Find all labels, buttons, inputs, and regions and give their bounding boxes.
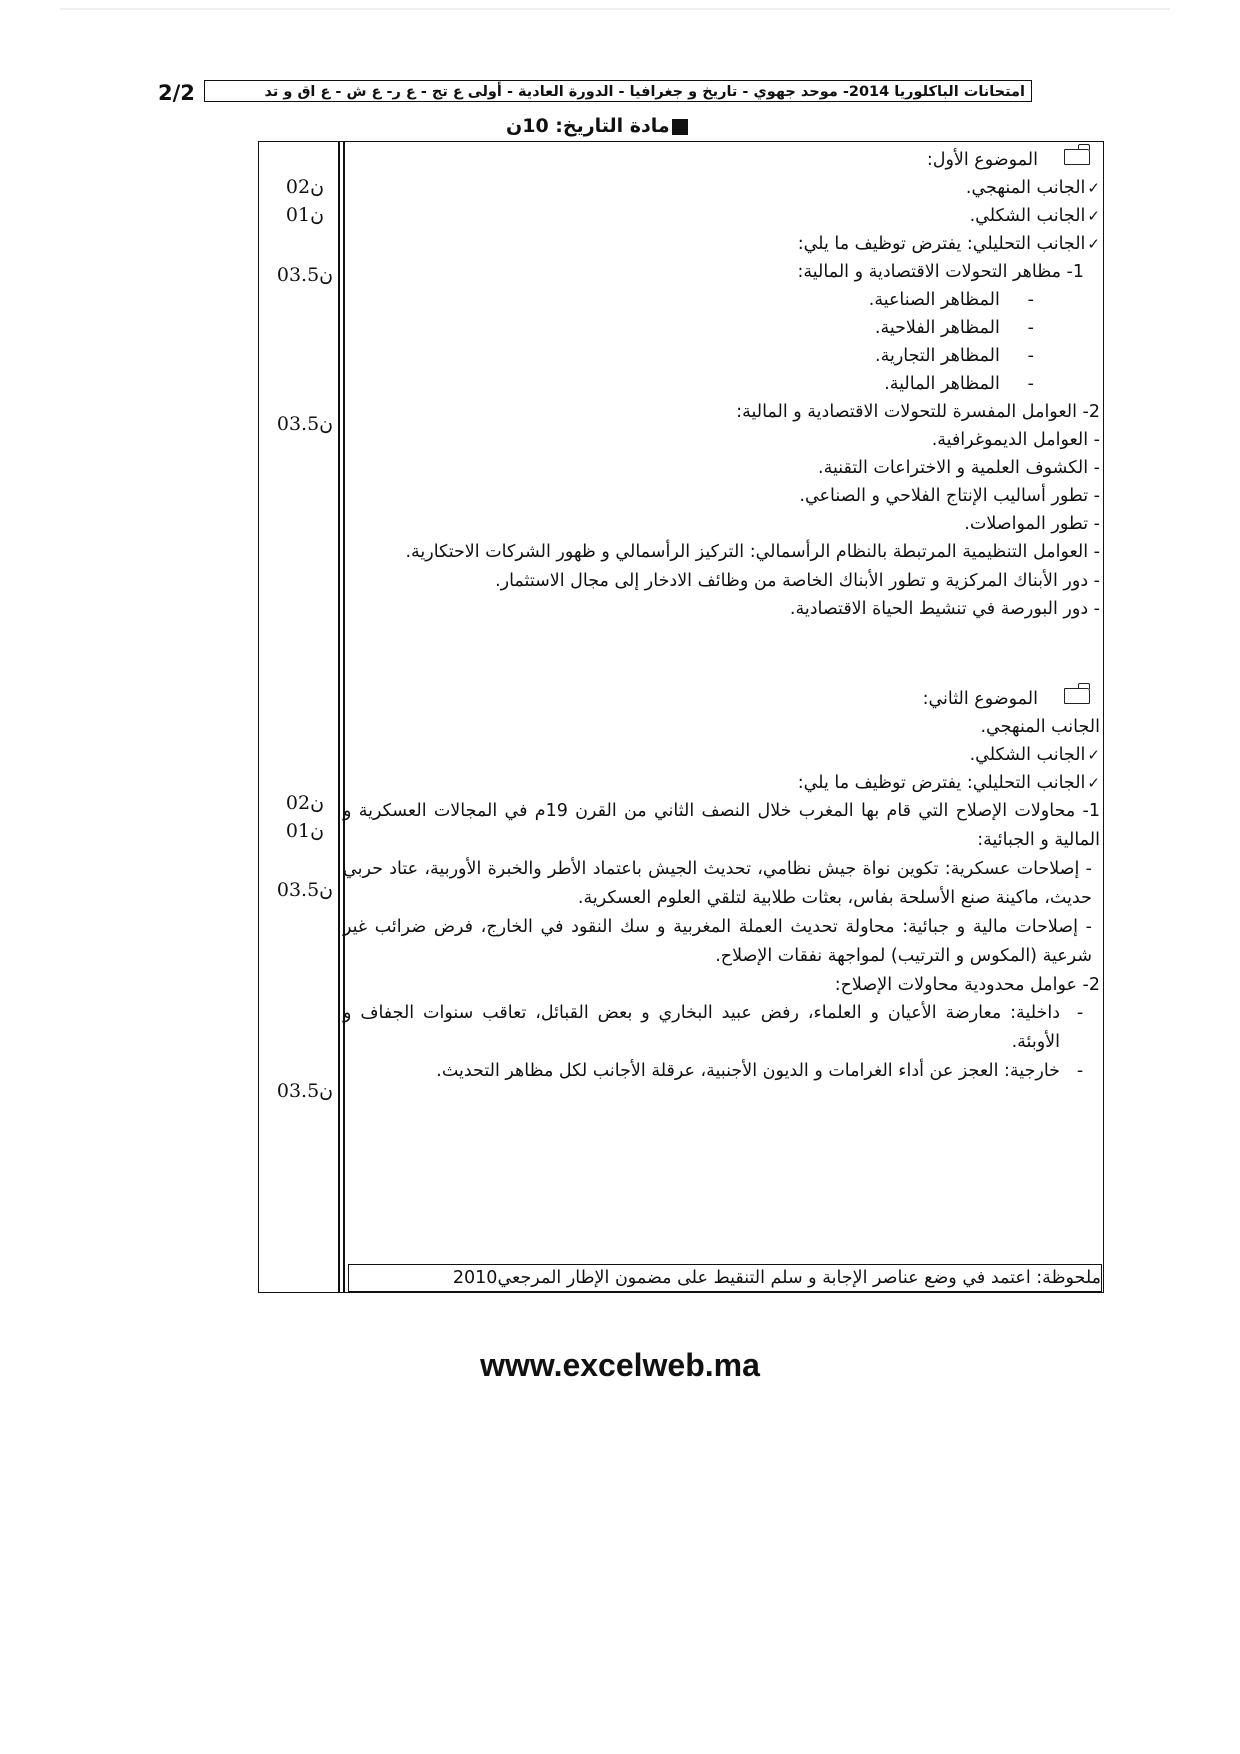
score-t2-part1: 03.5ن	[276, 879, 334, 901]
list-item: - المظاهر المالية.	[884, 374, 1034, 394]
square-bullet-icon	[672, 119, 688, 135]
list-item: - إصلاحات عسكرية: تكوين نواة جيش نظامي، تحديث الجيش باعتماد الأطر والخبرة الأوربية، عتاد حربي حديث، ماكينة صنع الأسلحة بفاس، بعثات طلابية لتلقي العلوم العسكرية.	[343, 859, 1092, 908]
check-icon: ✓	[1087, 746, 1100, 764]
list-item: - دور الأبناك المركزية و تطور الأبناك الخاصة من وظائف الادخار إلى مجال الاستثمار.	[495, 571, 1100, 591]
list-item: - العوامل الديموغرافية.	[931, 430, 1100, 450]
grading-note: ملحوظة: اعتمد في وضع عناصر الإجابة و سلم التنقيط على مضمون الإطار المرجعي2010	[348, 1264, 1102, 1292]
subject-title	[506, 113, 688, 139]
page-number: 2/2	[158, 81, 195, 105]
score-t1-methodical: 02ن	[285, 176, 325, 198]
score-t1-part2: 03.5ن	[276, 413, 334, 435]
score-t2-methodical: 02ن	[285, 792, 325, 814]
topic2-formal: ✓الجانب الشكلي.	[343, 741, 1100, 769]
list-item: - إصلاحات مالية و جبائية: محاولة تحديث العملة المغربية و سك النقود في الخارج، فرض ضرائب غير شرعية (المكوس و الترتيب) لمواجهة نفقات الإصلاح.	[343, 917, 1092, 966]
topic1-methodical: ✓الجانب المنهجي.	[343, 174, 1100, 202]
score-t1-formal: 01ن	[285, 204, 325, 226]
score-t2-formal: 01ن	[285, 820, 325, 842]
list-item: - المظاهر الفلاحية.	[874, 318, 1034, 338]
list-item: - تطور أساليب الإنتاج الفلاحي و الصناعي.	[799, 486, 1100, 506]
website-footer: www.excelweb.ma	[480, 1347, 760, 1383]
check-icon: ✓	[1087, 235, 1100, 253]
list-item: - داخلية: معارضة الأعيان و العلماء، رفض عبيد البخاري و بعض القبائل، تعاقب سنوات الجفاف و الأوبئة.	[343, 1003, 1084, 1052]
score-t2-part2: 03.5ن	[276, 1080, 334, 1102]
topic2-part1-title: 1- محاولات الإصلاح التي قام بها المغرب خلال النصف الثاني من القرن 19م في المجالات العسكرية و المالية و الجبائية:	[343, 801, 1100, 850]
list-item: - خارجية: العجز عن أداء الغرامات و الديون الأجنبية، عرقلة الأجانب لكل مظاهر التحديث.	[436, 1061, 1084, 1081]
exam-header-text: امتحانات الباكلوريا 2014- موحد جهوي - تاريخ و جغرافيا - الدورة العادية - أولى ع تج - ع ر- ع ش - ع اق و تد	[204, 80, 1032, 102]
list-item: - الكشوف العلمية و الاختراعات التقنية.	[818, 458, 1100, 478]
check-icon: ✓	[1087, 207, 1100, 225]
topic2-title: الموضوع الثاني:	[343, 685, 1100, 713]
topic1-part1-title: 1- مظاهر التحولات الاقتصادية و المالية:	[797, 262, 1084, 282]
subject-title-text: مادة التاريخ: 10ن	[506, 115, 670, 137]
top-border-line	[60, 8, 1170, 10]
folder-icon	[1064, 688, 1090, 704]
topic1-title: الموضوع الأول:	[343, 146, 1100, 174]
list-item: - تطور المواصلات.	[964, 514, 1100, 534]
check-icon: ✓	[1087, 774, 1100, 792]
table-inner-divider-1	[338, 141, 340, 1293]
score-t1-part1: 03.5ن	[276, 264, 334, 286]
topic2-analytical: ✓الجانب التحليلي: يفترض توظيف ما يلي:	[343, 769, 1100, 797]
exam-header	[158, 80, 1038, 106]
list-item: - دور البورصة في تنشيط الحياة الاقتصادية.	[789, 599, 1100, 619]
list-item: - المظاهر الصناعية.	[868, 290, 1034, 310]
folder-icon	[1064, 149, 1090, 165]
answer-content	[343, 146, 1100, 1086]
topic1-formal: ✓الجانب الشكلي.	[343, 202, 1100, 230]
topic1-part2-title: 2- العوامل المفسرة للتحولات الاقتصادية و المالية:	[736, 402, 1100, 422]
list-item: - العوامل التنظيمية المرتبطة بالنظام الرأسمالي: التركيز الرأسمالي و ظهور الشركات الاحتكارية.	[405, 542, 1100, 562]
topic2-part2-title: 2- عوامل محدودية محاولات الإصلاح:	[834, 975, 1100, 995]
list-item: - المظاهر التجارية.	[875, 346, 1034, 366]
topic2-methodical: الجانب المنهجي.	[980, 717, 1100, 737]
topic1-analytical: ✓الجانب التحليلي: يفترض توظيف ما يلي:	[343, 230, 1100, 258]
check-icon: ✓	[1087, 179, 1100, 197]
